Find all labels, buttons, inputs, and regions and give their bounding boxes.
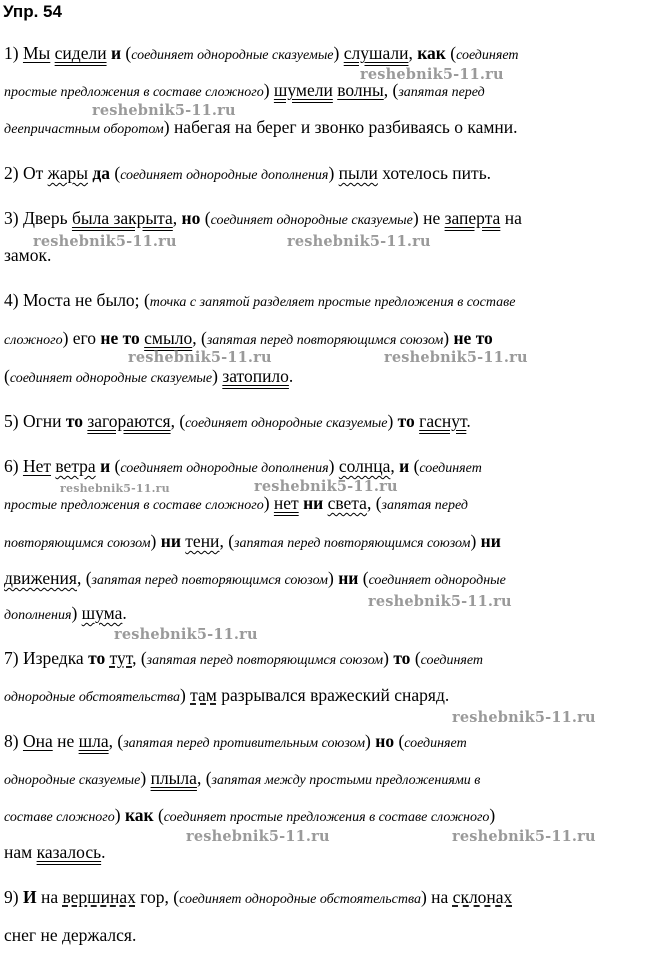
s6-line1: 6) Нет ветра и (соединяет однородные дополнения) солнца, и (соединяет xyxy=(4,456,482,476)
s6-line4: движения, (запятая перед повторяющимся союзом) ни (соединяет однородные xyxy=(4,568,506,588)
s8-line2: однородные сказуемые) плыла, (запятая между простыми предложениями в xyxy=(4,768,481,788)
s6-line5: дополнения) шума. xyxy=(4,603,127,623)
s4-line3: (соединяет однородные сказуемые) затопило. xyxy=(4,366,294,386)
watermark: reshebnik5-11.ru xyxy=(128,349,272,366)
s8-line3: составе сложного) как (соединяет простые предложения в составе сложного) xyxy=(4,805,496,825)
s4-line1: 4) Моста не было; (точка с запятой разделяет простые предложения в составе xyxy=(4,290,516,310)
watermark: reshebnik5-11.ru xyxy=(33,233,177,250)
s6-line2: простые предложения в составе сложного) нет ни света, (запятая перед xyxy=(4,493,468,513)
s1-line2: простые предложения в составе сложного) шумели волны, (запятая перед xyxy=(4,80,485,100)
watermark: reshebnik5-11.ru xyxy=(254,478,398,495)
watermark: reshebnik5-11.ru xyxy=(452,709,596,726)
watermark: reshebnik5-11.ru xyxy=(368,593,512,610)
s3-line1: 3) Дверь была закрыта, но (соединяет однородные сказуемые) не заперта на xyxy=(4,208,522,228)
exercise-title: Упр. 54 xyxy=(3,2,62,21)
s2-line1: 2) От жары да (соединяет однородные дополнения) пыли хотелось пить. xyxy=(4,163,492,183)
s8-line4: нам казалось. xyxy=(4,842,106,862)
watermark: reshebnik5-11.ru xyxy=(384,349,528,366)
watermark: reshebnik5-11.ru xyxy=(60,482,170,495)
watermark: reshebnik5-11.ru xyxy=(186,828,330,845)
s3-line2: замок. xyxy=(4,245,52,265)
watermark: reshebnik5-11.ru xyxy=(92,102,236,119)
s6-line3: повторяющимся союзом) ни тени, (запятая перед повторяющимся союзом) ни xyxy=(4,531,501,551)
s4-line2: сложного) его не то смыло, (запятая перед повторяющимся союзом) не то xyxy=(4,328,493,348)
s8-line1: 8) Она не шла, (запятая перед противительным союзом) но (соединяет xyxy=(4,731,467,751)
watermark: reshebnik5-11.ru xyxy=(287,233,431,250)
s1-line1: 1) Мы сидели и (соединяет однородные сказуемые) слушали, как (соединяет xyxy=(4,43,519,63)
s1-line3: деепричастным оборотом) набегая на берег и звонко разбиваясь о камни. xyxy=(4,117,518,137)
watermark: reshebnik5-11.ru xyxy=(360,66,504,83)
s9-line2: снег не держался. xyxy=(4,925,137,945)
watermark: reshebnik5-11.ru xyxy=(452,828,596,845)
s7-line2: однородные обстоятельства) там разрывался вражеский снаряд. xyxy=(4,685,450,705)
watermark: reshebnik5-11.ru xyxy=(114,626,258,643)
s9-line1: 9) И на вершинах гор, (соединяет однородные обстоятельства) на склонах xyxy=(4,887,513,907)
s5-line1: 5) Огни то загораются, (соединяет однородные сказуемые) то гаснут. xyxy=(4,411,471,431)
s7-line1: 7) Изредка то тут, (запятая перед повторяющимся союзом) то (соединяет xyxy=(4,648,484,668)
